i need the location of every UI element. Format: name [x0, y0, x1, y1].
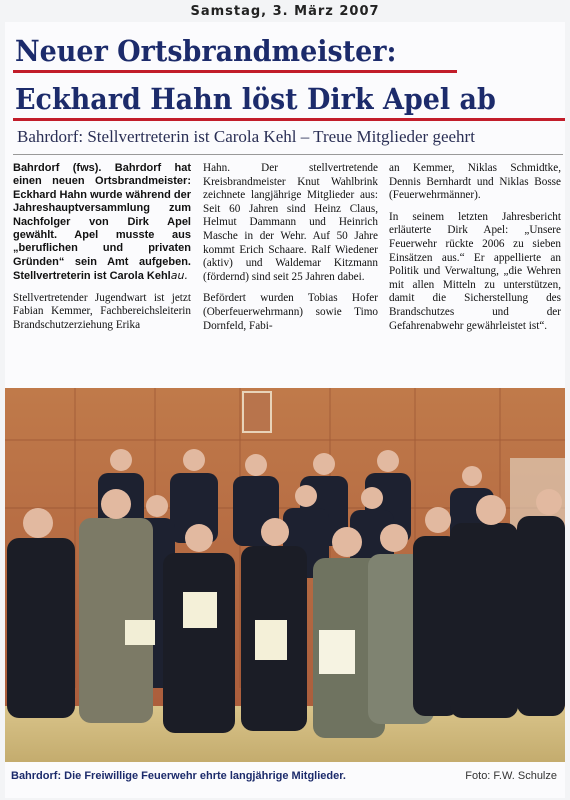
group-photo-illustration [5, 388, 565, 762]
article-paragraph: In seinem letzten Jahresbericht erläuterte Dirk Apel: „Unsere Feuerwehr rückte 2006 zu sieben Einsätzen aus.“ Er appellierte an Politik und Verwaltung, „die Wehren mit allen Mitteln zu unterstützen, damit die Sicherstellung des Brandschutzes und der Gefahrenabwehr gewährleistet ist“. [389, 210, 561, 332]
subheadline-rule [13, 154, 563, 155]
article-lead [13, 162, 191, 284]
article-column-2 [203, 162, 378, 333]
photo-caption: Bahrdorf: Die Freiwillige Feuerwehr ehrte langjährige Mitglieder. [11, 770, 346, 782]
article-lead-text: Bahrdorf (fws). Bahrdorf hat einen neuen Ortsbrandmeister: Eckhard Hahn wurde während der Jahreshauptversammlung zum Nachfolger von Dirk Apel gewählt. Apel musste aus „beruflichen und privaten Gründen“ sein Amt aufgeben. Stellvertreterin ist Carola Kehl [13, 162, 191, 283]
handwritten-note: au. [170, 269, 188, 283]
article-paragraph: Stellvertretender Jugendwart ist jetzt Fabian Kemmer, Fachbereichsleiterin Brandschutzerziehung Erika [13, 291, 191, 331]
headline-rule-1 [13, 70, 457, 73]
publication-date: Samstag, 3. März 2007 [190, 4, 380, 19]
subheadline: Bahrdorf: Stellvertreterin ist Carola Kehl – Treue Mitglieder geehrt [17, 127, 475, 146]
photo-credit: Foto: F.W. Schulze [465, 770, 557, 782]
newspaper-clipping [5, 22, 565, 798]
group-photo [5, 388, 565, 762]
article-column-3 [389, 162, 561, 333]
headline-line-2: Eckhard Hahn löst Dirk Apel ab [15, 82, 496, 116]
article-paragraph: Befördert wurden Tobias Hofer (Oberfeuerwehrmann) sowie Timo Dornfeld, Fabi- [203, 292, 378, 332]
headline-line-1: Neuer Ortsbrandmeister: [15, 34, 397, 68]
article-column-1 [13, 162, 191, 332]
headline-rule-2 [13, 118, 565, 121]
article-paragraph: an Kemmer, Niklas Schmidtke, Dennis Bernhardt und Niklas Bosse (Feuerwehrmänner). [389, 162, 561, 202]
wall-frame [243, 392, 271, 432]
article-paragraph: Hahn. Der stellvertretende Kreisbrandmeister Knut Wahlbrink zeichnete langjährige Mitglieder aus: Seit 60 Jahren sind Heinz Claus, Helmut Dammann und Heinrich Masche in der Wehr. Auf 50 Jahre kommt Erich Schaare. Ralf Wiedener (aktiv) und Waldemar Kitzmann (fördernd) sind seit 25 Jahren dabei. [203, 162, 378, 283]
